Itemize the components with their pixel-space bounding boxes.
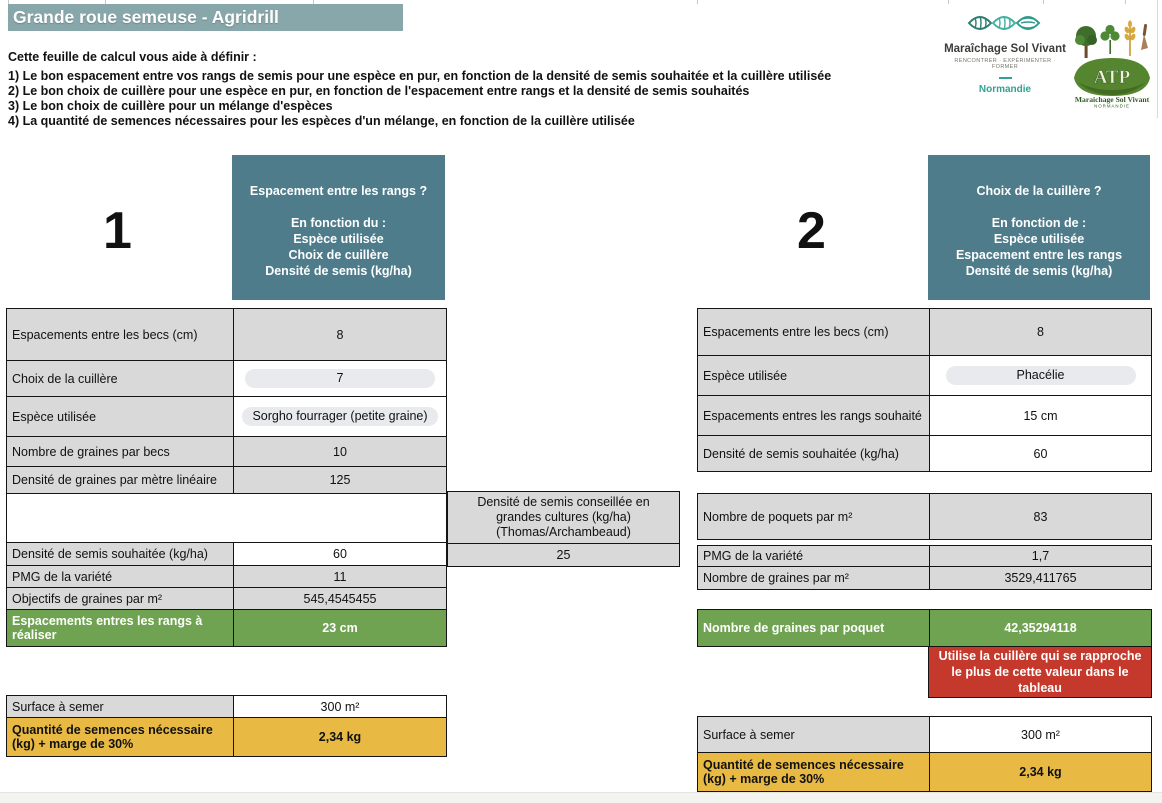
advisory-block <box>447 491 680 567</box>
table-row <box>7 696 446 718</box>
table-row <box>7 467 446 493</box>
table-row-result <box>7 718 446 756</box>
row-value[interactable]: 3529,411765 <box>929 567 1151 589</box>
row-label: Nombre de poquets par m² <box>698 494 929 539</box>
table-row-result <box>698 610 1151 646</box>
table-row <box>7 397 446 437</box>
section1-table-inputs <box>6 308 447 494</box>
section1-header <box>232 155 445 300</box>
section2-criterion: Espacement entre les rangs <box>955 248 1123 262</box>
row-value[interactable]: 1,7 <box>929 546 1151 566</box>
msv-logo-tagline: RENCONTRER · EXPÉRIMENTER · FORMER <box>954 58 1056 70</box>
section2-table-poquets <box>697 493 1152 540</box>
table-row <box>698 356 1151 396</box>
row-value[interactable]: 545,4545455 <box>233 588 446 609</box>
row-label: Espacements entres les rangs à réaliser <box>7 610 233 646</box>
row-label: Nombre de graines par becs <box>7 437 233 466</box>
section2-criterion: Densité de semis (kg/ha) <box>965 264 1113 278</box>
row-label: Nombre de graines par poquet <box>698 610 929 646</box>
atp-logo <box>1072 16 1152 108</box>
table-row <box>7 361 446 397</box>
table-row <box>698 309 1151 356</box>
row-value <box>929 356 1151 395</box>
atp-logo-image <box>1072 16 1152 108</box>
species-dropdown[interactable]: Sorgho fourrager (petite graine) <box>242 407 437 426</box>
row-value[interactable]: 125 <box>233 467 446 493</box>
intro-line: 4) La quantité de semences nécessaires pour les espèces d'un mélange, en fonction de la cuillère utilisée <box>8 114 635 128</box>
result-value[interactable]: 23 cm <box>233 610 446 646</box>
table-row <box>7 309 446 361</box>
row-value[interactable]: 8 <box>929 309 1151 355</box>
table-row <box>448 492 679 544</box>
section2-number: 2 <box>797 202 826 260</box>
section2-table-pmg <box>697 545 1152 590</box>
row-label: Nombre de graines par m² <box>698 567 929 589</box>
msv-logo-name: Maraîchage Sol Vivant <box>944 43 1066 55</box>
section2-criterion: Espèce utilisée <box>993 232 1085 246</box>
intro-text <box>8 50 928 129</box>
row-label: Espacements entre les becs (cm) <box>7 309 233 360</box>
spoon-dropdown[interactable]: 7 <box>245 369 435 388</box>
table-row-result <box>698 753 1151 791</box>
row-label: Densité de semis souhaitée (kg/ha) <box>698 436 929 471</box>
table-row <box>698 717 1151 753</box>
row-value[interactable]: 8 <box>233 309 446 360</box>
section2-table-result <box>697 609 1152 647</box>
gridline-tick <box>697 0 698 4</box>
atp-logo-name: Maraichage Sol Vivant <box>1074 95 1150 104</box>
section1-basis: En fonction du : <box>290 216 387 230</box>
msv-logo <box>944 10 1066 95</box>
gridline-tick <box>948 0 949 4</box>
msv-logo-region: Normandie <box>978 84 1032 95</box>
row-label: Quantité de semences nécessaire (kg) + marge de 30% <box>7 718 233 756</box>
row-value[interactable]: 300 m² <box>929 717 1151 752</box>
table-row <box>698 567 1151 589</box>
dna-icon <box>966 23 1044 40</box>
page-title: Grande roue semeuse - Agridrill <box>8 4 403 31</box>
sheet-bottom-edge <box>0 792 1162 803</box>
table-row <box>698 396 1151 436</box>
intro-heading: Cette feuille de calcul vous aide à définir : <box>8 50 257 64</box>
section1-criterion: Choix de cuillère <box>288 248 389 262</box>
gridline-tick <box>1125 0 1126 4</box>
atp-logo-acronym: ATP <box>1093 67 1131 88</box>
row-value[interactable]: 15 cm <box>929 396 1151 435</box>
row-label: Surface à semer <box>698 717 929 752</box>
table-row <box>698 494 1151 539</box>
section1-empty-block <box>6 493 447 543</box>
species-dropdown[interactable]: Phacélie <box>946 366 1136 385</box>
row-label: Surface à semer <box>7 696 233 717</box>
table-row <box>7 543 446 566</box>
row-value[interactable]: 83 <box>929 494 1151 539</box>
section1-question: Espacement entre les rangs ? <box>249 184 428 198</box>
row-value[interactable]: 10 <box>233 437 446 466</box>
row-label: Quantité de semences nécessaire (kg) + marge de 30% <box>698 753 929 791</box>
section2-basis: En fonction de : <box>991 216 1087 230</box>
row-value[interactable]: 60 <box>929 436 1151 471</box>
section1-table-results <box>6 542 447 647</box>
section2-question: Choix de la cuillère ? <box>976 184 1102 198</box>
table-row <box>698 436 1151 471</box>
section1-criterion: Espèce utilisée <box>293 232 384 246</box>
row-label: Espèce utilisée <box>7 397 233 436</box>
row-label: PMG de la variété <box>7 566 233 587</box>
section1-table-quantity <box>6 695 447 757</box>
table-row <box>7 566 446 588</box>
section2-header <box>928 155 1150 300</box>
row-value <box>233 397 446 436</box>
row-label: Espacements entres les rangs souhaité <box>698 396 929 435</box>
row-value[interactable]: 60 <box>233 543 446 565</box>
intro-line: 2) Le bon choix de cuillère pour une espèce en pur, en fonction de l'espacement entre rangs et la densité de semis souhaités <box>8 84 750 98</box>
row-label: Densité de graines par mètre linéaire <box>7 467 233 493</box>
result-value[interactable]: 2,34 kg <box>929 753 1151 791</box>
result-value[interactable]: 2,34 kg <box>233 718 446 756</box>
section2-table-inputs <box>697 308 1152 472</box>
intro-line: 1) Le bon espacement entre vos rangs de semis pour une espèce en pur, en fonction de la densité de semis souhaitée et la cuillère utilisée <box>8 69 832 83</box>
warning-note: Utilise la cuillère qui se rapproche le plus de cette valeur dans le tableau <box>928 646 1152 698</box>
table-row <box>7 588 446 610</box>
table-row-result <box>7 610 446 646</box>
row-label: Objectifs de graines par m² <box>7 588 233 609</box>
section1-number: 1 <box>103 202 132 260</box>
advisory-note: Densité de semis conseillée en grandes cultures (kg/ha) (Thomas/Archambeaud) <box>448 492 679 543</box>
table-row <box>7 437 446 467</box>
advisory-value[interactable]: 25 <box>448 544 679 566</box>
atp-logo-region: NORMANDIE <box>1094 103 1130 108</box>
section2-table-quantity <box>697 716 1152 792</box>
row-label: Espèce utilisée <box>698 356 929 395</box>
row-value[interactable]: 11 <box>233 566 446 587</box>
row-label: Espacements entre les becs (cm) <box>698 309 929 355</box>
result-value[interactable]: 42,35294118 <box>929 610 1151 646</box>
row-label: Densité de semis souhaitée (kg/ha) <box>7 543 233 565</box>
row-label: PMG de la variété <box>698 546 929 566</box>
intro-line: 3) Le bon choix de cuillère pour un mélange d'espèces <box>8 99 333 113</box>
row-value[interactable]: 300 m² <box>233 696 446 717</box>
row-label: Choix de la cuillère <box>7 361 233 396</box>
msv-logo-divider <box>999 77 1012 79</box>
row-value <box>233 361 446 396</box>
section1-criterion: Densité de semis (kg/ha) <box>265 264 412 278</box>
gridline-right <box>1157 0 1158 118</box>
table-row <box>698 546 1151 567</box>
table-row <box>448 544 679 566</box>
gridline-tick <box>1043 0 1044 4</box>
